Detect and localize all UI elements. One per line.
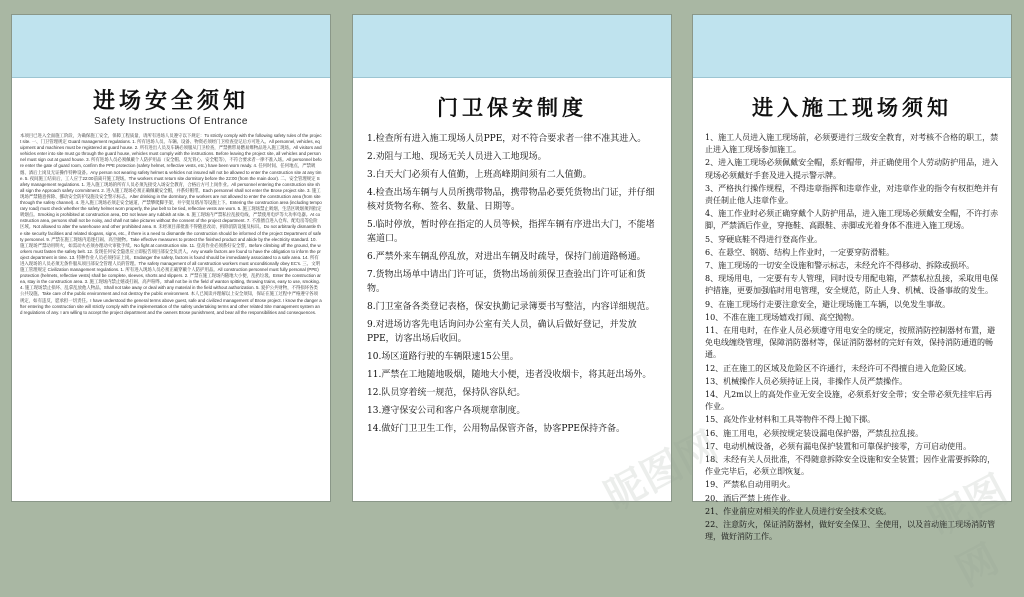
list-item: 8.门卫室备各类登记表格，保安执勤记录簿要书写整洁，内容详细规范。 <box>367 302 655 312</box>
list-item: 3.白天大门必须有人值勤，上班高峰期间须有二人值勤。 <box>367 170 592 180</box>
list-item: 15、高处作业材料和工具等物件不得上抛下掷。 <box>705 415 876 425</box>
rules-list <box>367 132 657 436</box>
header-band <box>693 15 1011 78</box>
entrance-safety-panel <box>11 14 331 502</box>
list-item: 14、凡2m以上的高处作业无安全设施，必须系好安全带；安全带必须先挂牢后再作业。 <box>705 390 992 412</box>
list-item: 12.队员穿着统一规范，保持队容队纪。 <box>367 388 526 398</box>
list-item: 17、电动机械设备，必须有漏电保护装置和可靠保护接零，方可启动使用。 <box>705 441 972 451</box>
list-item: 21、作业前应对相关的作业人员进行安全技术交底。 <box>705 506 892 516</box>
gate-security-panel <box>352 14 672 502</box>
list-item: 5.临时停放，暂时停在指定的人员等候，指挥车辆有序进出大门，不能堵塞道口。 <box>367 220 655 244</box>
rules-list <box>705 132 999 544</box>
list-item: 13.遵守保安公司和客户各项规章制度。 <box>367 406 526 416</box>
header-band <box>12 15 330 78</box>
list-item: 22、注意防火，保证消防器材，做好安全保卫、全使用，以及首动施工现场消防管理，做好消防工作。 <box>705 520 996 542</box>
list-item: 14.做好门卫卫生工作，公用物品保管齐备，协客PPE保持齐备。 <box>367 424 625 434</box>
list-item: 9.对进场访客先电话询问办公室有关人员，确认后做好登记，并发放PPE，访客出场后收回。 <box>367 320 637 344</box>
list-item: 2.劝阻与工地、现场无关人员进入工地现场。 <box>367 152 547 162</box>
list-item: 4.检查出场车辆与人员所携带物品，携带物品必要凭货物出门证，并仔细核对货物名称、签名、数量、日期等。 <box>367 188 655 212</box>
header-band <box>353 15 671 78</box>
list-item: 7.货物出场单中请出门许可证，货物出场前须保卫查验出门许可证和货物。 <box>367 270 646 294</box>
list-item: 5、穿硬底鞋不得进行登高作业。 <box>705 234 823 244</box>
list-item: 10、不准在施工现场嬉戏打闹、高空抛物。 <box>705 312 860 322</box>
list-item: 18、未经有关人员批准，不得随意拆除安全设施和安全装置；因作业需要拆除的，作业完毕后，必须立即恢复。 <box>705 455 996 477</box>
panel-subtitle: Safety Instructions Of Entrance <box>94 116 248 127</box>
list-item: 13、机械操作人员必须持证上岗，非操作人员严禁操作。 <box>705 376 908 386</box>
panel-title: 进场安全须知 <box>92 88 249 114</box>
panel-title: 进入施工现场须知 <box>752 95 952 120</box>
list-item: 7、施工现场的一切安全设施和警示标志，未经允许不得移动、拆除或损坏。 <box>705 261 975 271</box>
list-item: 3、严格执行操作规程，不得违章指挥和违章作业，对违章作业的指令有权拒绝并有责任制止他人违章作业。 <box>705 183 999 206</box>
list-item: 8、现场用电，一定要有专人管理，同时设专用配电箱，严禁私拉乱接，采取用电保护措施，更要加强临时用电管理，安全规范，防止人身、机械、设备事故的发生。 <box>705 274 999 296</box>
list-item: 19、严禁私自动用明火。 <box>705 480 796 490</box>
list-item: 11.严禁在工地随地吸烟，随地大小便，违者没收烟卡，将其赶出场外。 <box>367 370 652 380</box>
panel-title: 门卫保安制度 <box>437 95 587 120</box>
list-item: 12、正在施工的区域及危险区不许通行，未经许可不得擅自进入危险区域。 <box>705 363 972 373</box>
instructions-body: 本项目已进入全面施工阶段，为确保施工安全，保障工程质量，请所有进场人员遵守以下规定：To strictly comply with the following safety rules of the project site. 一、门卫管理规定 Guard management regulations. 1. 所有进场人员、车辆、设备、物资必须经门卫检查登记后方可进入。All personnel, vehicles, equipment and machines must be registered at guard house. 2. 所有进出人员及车辆必须服从门卫检查，严禁携带易燃易爆物品进入施工现场。All visitors and vehicles enter into site must go through the guard house, vehicles must comply with the instructions. Before leaving the project site, all vehicles and personnel must sign out at guard house. 3. 所有进场人员必须佩戴个人防护用品（安全帽、反光背心、安全鞋等），不符合要求者一律不准入场。All personnel before enter the gate of guard room, confirm the PPE protection (safety helmet, reflective vests, etc.) have been worn ready. 4. 任何时间、任何地点，严禁吸烟、酒后上岗及无证操作特种设备。Any person not wearing safety helmet & vehicles not insured will not be allowed to enter the construction site at any time. 5. 夜间施工结束后，工人应于22:00前离开施工现场。The workers must return site dormitory before the 22:00 (from the main door). 二、安全管理规定 Safety management regulations. 1. 进入施工现场的所有人员必须先接受入场安全教育，合格后方可上岗作业。All personnel entering the construction site shall sign the Approach safety commitment. 2. 进入施工现场必须正确佩戴安全帽，并系好帽带。Each personnel shall not enter the Brose project site. 3. 施工现场严禁随意拆除、挪动安全防护设施及安全警示标志。Alter drinking in the dormitory, the workers are not allowed to enter the construction area (from site through the safety channel). 4. 进入施工现场必须走安全通道，严禁攀爬脚手架、井字架及塔吊等设施上下。Entering the construction area (including temporary road) must check whether the safety helmet worn properly, the jaw belt to be tied, reflective vests are worn. 5. 施工现场禁止吸烟，生活区吸烟须到指定吸烟点。Smoking is prohibited at construction area, DO not leave any rubbish at site. 6. 施工现场内严禁私拉乱接电线，严禁使用电炉等大功率电器。At construction area, persons shall not be noisy, and shall not take pictures without the consent of the project department. 7. 不准擅自进入仓库、配电房等危险区域。Not allowed to alter the warehouse and other prohibited area. 8. 未经项目部批准不得随意改动、拆除消防设施及标识。Do not arbitrarily dismantle the site security facilities and related slogans, signs, etc., if there is a need to dismantle the construction should be informed of the project Department of safety personnel. 9. 严禁在施工现场内追逐打闹、高空抛物。Take effective measures to protect the finished product and abide by the electricity standard. 10. 施工现场严禁动用明火，如需动火必须办理动火审批手续。No fight at construction site. 11. 登高作业必须系好安全带。Before climbing off the ground, the workers must fasten the safety belt. 12. 发现任何安全隐患应立即报告项目部安全负责人。Any unsafe factors are found to have the obligation to inform the project department in time. 13. 特种作业人员必须持证上岗。Endanger the safety, factors is found should be immediately associated to a safe area. 14. 所有进入现场的人员必须无条件服从项目部安全管理人员的管理。The safety management of all construction workers must unconditionally obey EC's. 三、文明施工管理规定 Civilization management regulations. 1. 所有进入现场人员必须正确穿戴个人防护用品。All construction personnel must fully personal (PPE) protection (helmets, reflective vests) shall be complete, sleeves, shorts and slippers. 2. 严禁在施工现场内随地大小便，乱扔垃圾。Enter the construction area, stay in the construction area. 3. 施工现场内禁止嬉戏打闹、高声喧哗。Shall not be in the field of wanton spitting, throwing trains, easy to use, smoking. 4. 施工现场禁止损坏、乱拿乱放他人物品。Shall not take away or deal with any material in the field without authorization. 5. 爱护公共财物，不得损坏各类公共设施。Take care of the public environment and not destroy the public environment. 本人已阅读并理解以上安全须知，保证在施工过程中严格遵守各项规定，如有违反，愿承担一切责任。I have understood the general terms above guest, safe and civilized management of Brose project. I know the danger after entering the construction site will strictly comply with the implementation of the safety undertaking terms and other related Site management system and regulations of any. I am willing to accept the project department and the owners Brose punishment, and bear all the responsibilities and consequences. <box>20 133 322 315</box>
list-item: 6.严禁外来车辆乱停乱放，对进出车辆及时疏导，保持门前道路畅通。 <box>367 252 646 262</box>
list-item: 16、施工用电，必须按规定装设漏电保护器，严禁乱拉乱接。 <box>705 428 924 438</box>
list-item: 4、施工作业时必须正确穿戴个人防护用品，进入施工现场必须戴安全帽，不许打赤脚，严禁酒后作业，穿拖鞋、高跟鞋、赤脚或光着身体不准进入施工现场。 <box>705 209 999 231</box>
list-item: 20、酒后严禁上班作业。 <box>705 493 796 503</box>
list-item: 10.场区道路行驶的车辆限速15公里。 <box>367 352 519 362</box>
watermark: 昵图网 <box>922 466 1015 596</box>
list-item: 1.检查所有进入施工现场人员PPE，对不符合要求者一律不准其进入。 <box>367 134 647 144</box>
list-item: 6、在悬空、钢筋、结构上作业时，一定要穿防滑鞋。 <box>705 247 895 257</box>
list-item: 9、在施工现场行走要注意安全，避让现场施工车辆，以免发生事故。 <box>705 299 951 309</box>
list-item: 1、施工人员进入施工现场前，必须要进行三级安全教育，对考核不合格的职工，禁止进入施工现场参加施工。 <box>705 133 999 155</box>
list-item: 11、在用电时，在作业人员必须遵守用电安全的规定，按照消防控制器材布置，避免电线缠绕管理，保障消防器材等，保证消防器材的完好有效，保持消防通道的畅通。 <box>705 326 996 360</box>
list-item: 2、进入施工现场必须佩戴安全帽，系好帽带，并正确使用个人劳动防护用品，进入现场必须戴好手套及进入提示警示牌。 <box>705 158 999 180</box>
